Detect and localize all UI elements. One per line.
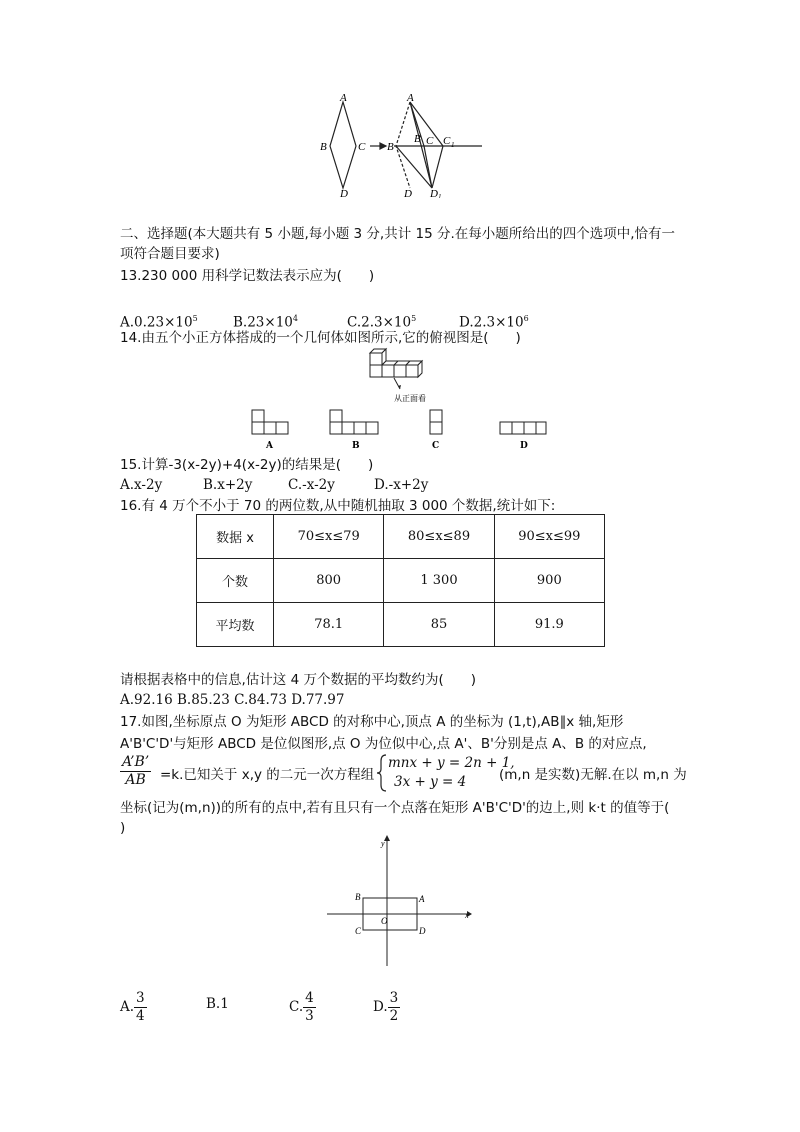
q15-option-b: B.x+2y — [203, 477, 253, 493]
label-C: C — [358, 141, 366, 153]
table-row — [197, 603, 605, 647]
coordinate-rectangle-figure — [325, 832, 475, 970]
q17-ratio-fraction: $\frac{A’B’}{AB}$ — [122, 754, 150, 788]
q17-equation-1: mnx + y = 2n + 1, — [388, 755, 515, 771]
label-D2: D — [404, 188, 412, 198]
q17-option-d: D. $\frac{3}{2}$ — [373, 990, 399, 1024]
label-D: D — [340, 188, 348, 198]
front-view-label: 从正面看 — [394, 394, 426, 403]
table-cell: 91.9 — [494, 603, 604, 647]
label-C1: C — [443, 135, 451, 147]
label-B2: B — [387, 141, 394, 153]
rhombus-translation-figure — [316, 92, 488, 198]
point-label-A: A — [419, 894, 425, 904]
q13-option-c: $C.2.3\times 10^5$ — [347, 314, 417, 331]
q13-option-b: $B.23\times 10^4$ — [233, 314, 298, 331]
q15-option-a: A.x-2y — [120, 477, 163, 493]
table-cell: 1 300 — [384, 559, 494, 603]
q17-option-c: C. $\frac{4}{3}$ — [289, 990, 314, 1024]
label-C1-sub: 1 — [451, 141, 455, 149]
label-D1: D — [430, 188, 438, 198]
q14-label-d: D — [520, 441, 528, 451]
label-D1-sub: 1 — [438, 193, 442, 198]
table-cell: 85 — [384, 603, 494, 647]
q15-stem: 15.计算-3(x-2y)+4(x-2y)的结果是( ) — [120, 457, 374, 473]
table-cell: 900 — [494, 559, 604, 603]
q15-option-c: C.-x-2y — [288, 477, 335, 493]
table-cell: 90≤x≤99 — [494, 515, 604, 559]
table-cell: 80≤x≤89 — [384, 515, 494, 559]
label-A2: A — [407, 92, 414, 104]
label-B1: B — [414, 133, 421, 145]
label-C2: C — [426, 135, 434, 147]
q17-line3 — [120, 754, 151, 794]
q17-option-b: B.1 — [206, 996, 229, 1012]
table-cell: 数据 x — [197, 515, 274, 559]
origin-label-O: O — [381, 916, 388, 926]
table-row — [197, 515, 605, 559]
q13-stem: 13.230 000 用科学记数法表示应为( ) — [120, 268, 375, 284]
table-cell: 平均数 — [197, 603, 274, 647]
q17-line2: A'B'C'D'与矩形 ABCD 是位似图形,点 O 为位似中心,点 A'、B'分别是点 A、B 的对应点, — [120, 736, 647, 752]
cube-solid-figure — [362, 345, 442, 407]
q14-options-figure — [248, 408, 548, 452]
label-A: A — [340, 92, 347, 104]
q17-line3-text-a: =k.已知关于 x,y 的二元一次方程组 — [160, 767, 375, 783]
q16-question: 请根据表格中的信息,估计这 4 万个数据的平均数约为( ) — [120, 672, 476, 688]
q17-line4: 坐标(记为(m,n))的所有的点中,若有且只有一个点落在矩形 A'B'C'D'的边上,则 k·t 的值等于( — [120, 800, 670, 816]
q16-options: A.92.16 B.85.23 C.84.73 D.77.97 — [120, 692, 345, 708]
q16-stem: 16.有 4 万个不小于 70 的两位数,从中随机抽取 3 000 个数据,统计如下: — [120, 498, 556, 514]
brace-icon — [376, 753, 388, 793]
q16-data-table — [196, 514, 605, 647]
point-label-D: D — [419, 926, 426, 936]
point-label-C: C — [355, 926, 362, 936]
q17-line5: ) — [120, 820, 126, 836]
table-cell: 78.1 — [274, 603, 384, 647]
section-header-line1: 二、选择题(本大题共有 5 小题,每小题 3 分,共计 15 分.在每小题所给出的四个选项中,恰有一 — [120, 226, 676, 242]
point-label-B: B — [355, 892, 361, 902]
q14-label-b: B — [352, 441, 360, 451]
axis-label-y: y — [381, 839, 385, 848]
q17-equation-system — [388, 754, 515, 792]
table-row — [197, 559, 605, 603]
q14-label-c: C — [432, 441, 440, 451]
q13-option-d: $D.2.3\times 10^6$ — [459, 314, 529, 331]
q17-line1: 17.如图,坐标原点 O 为矩形 ABCD 的对称中心,顶点 A 的坐标为 (1,t),AB∥x 轴,矩形 — [120, 714, 624, 730]
table-cell: 个数 — [197, 559, 274, 603]
axis-label-x: x — [465, 911, 469, 920]
q17-equation-2: 3x + y = 4 — [394, 774, 467, 790]
label-B: B — [320, 141, 327, 153]
q17-line3-text-b: (m,n 是实数)无解.在以 m,n 为 — [499, 767, 687, 783]
section-header-line2: 项符合题目要求) — [120, 246, 220, 262]
q13-option-a: $A.0.23\times 10^5$ — [120, 314, 198, 331]
q17-option-a: A. $\frac{3}{4}$ — [120, 990, 145, 1024]
q15-option-d: D.-x+2y — [374, 477, 429, 493]
q14-label-a: A — [266, 441, 273, 451]
table-cell: 70≤x≤79 — [274, 515, 384, 559]
table-cell: 800 — [274, 559, 384, 603]
q14-stem: 14.由五个小正方体搭成的一个几何体如图所示,它的俯视图是( ) — [120, 330, 521, 346]
